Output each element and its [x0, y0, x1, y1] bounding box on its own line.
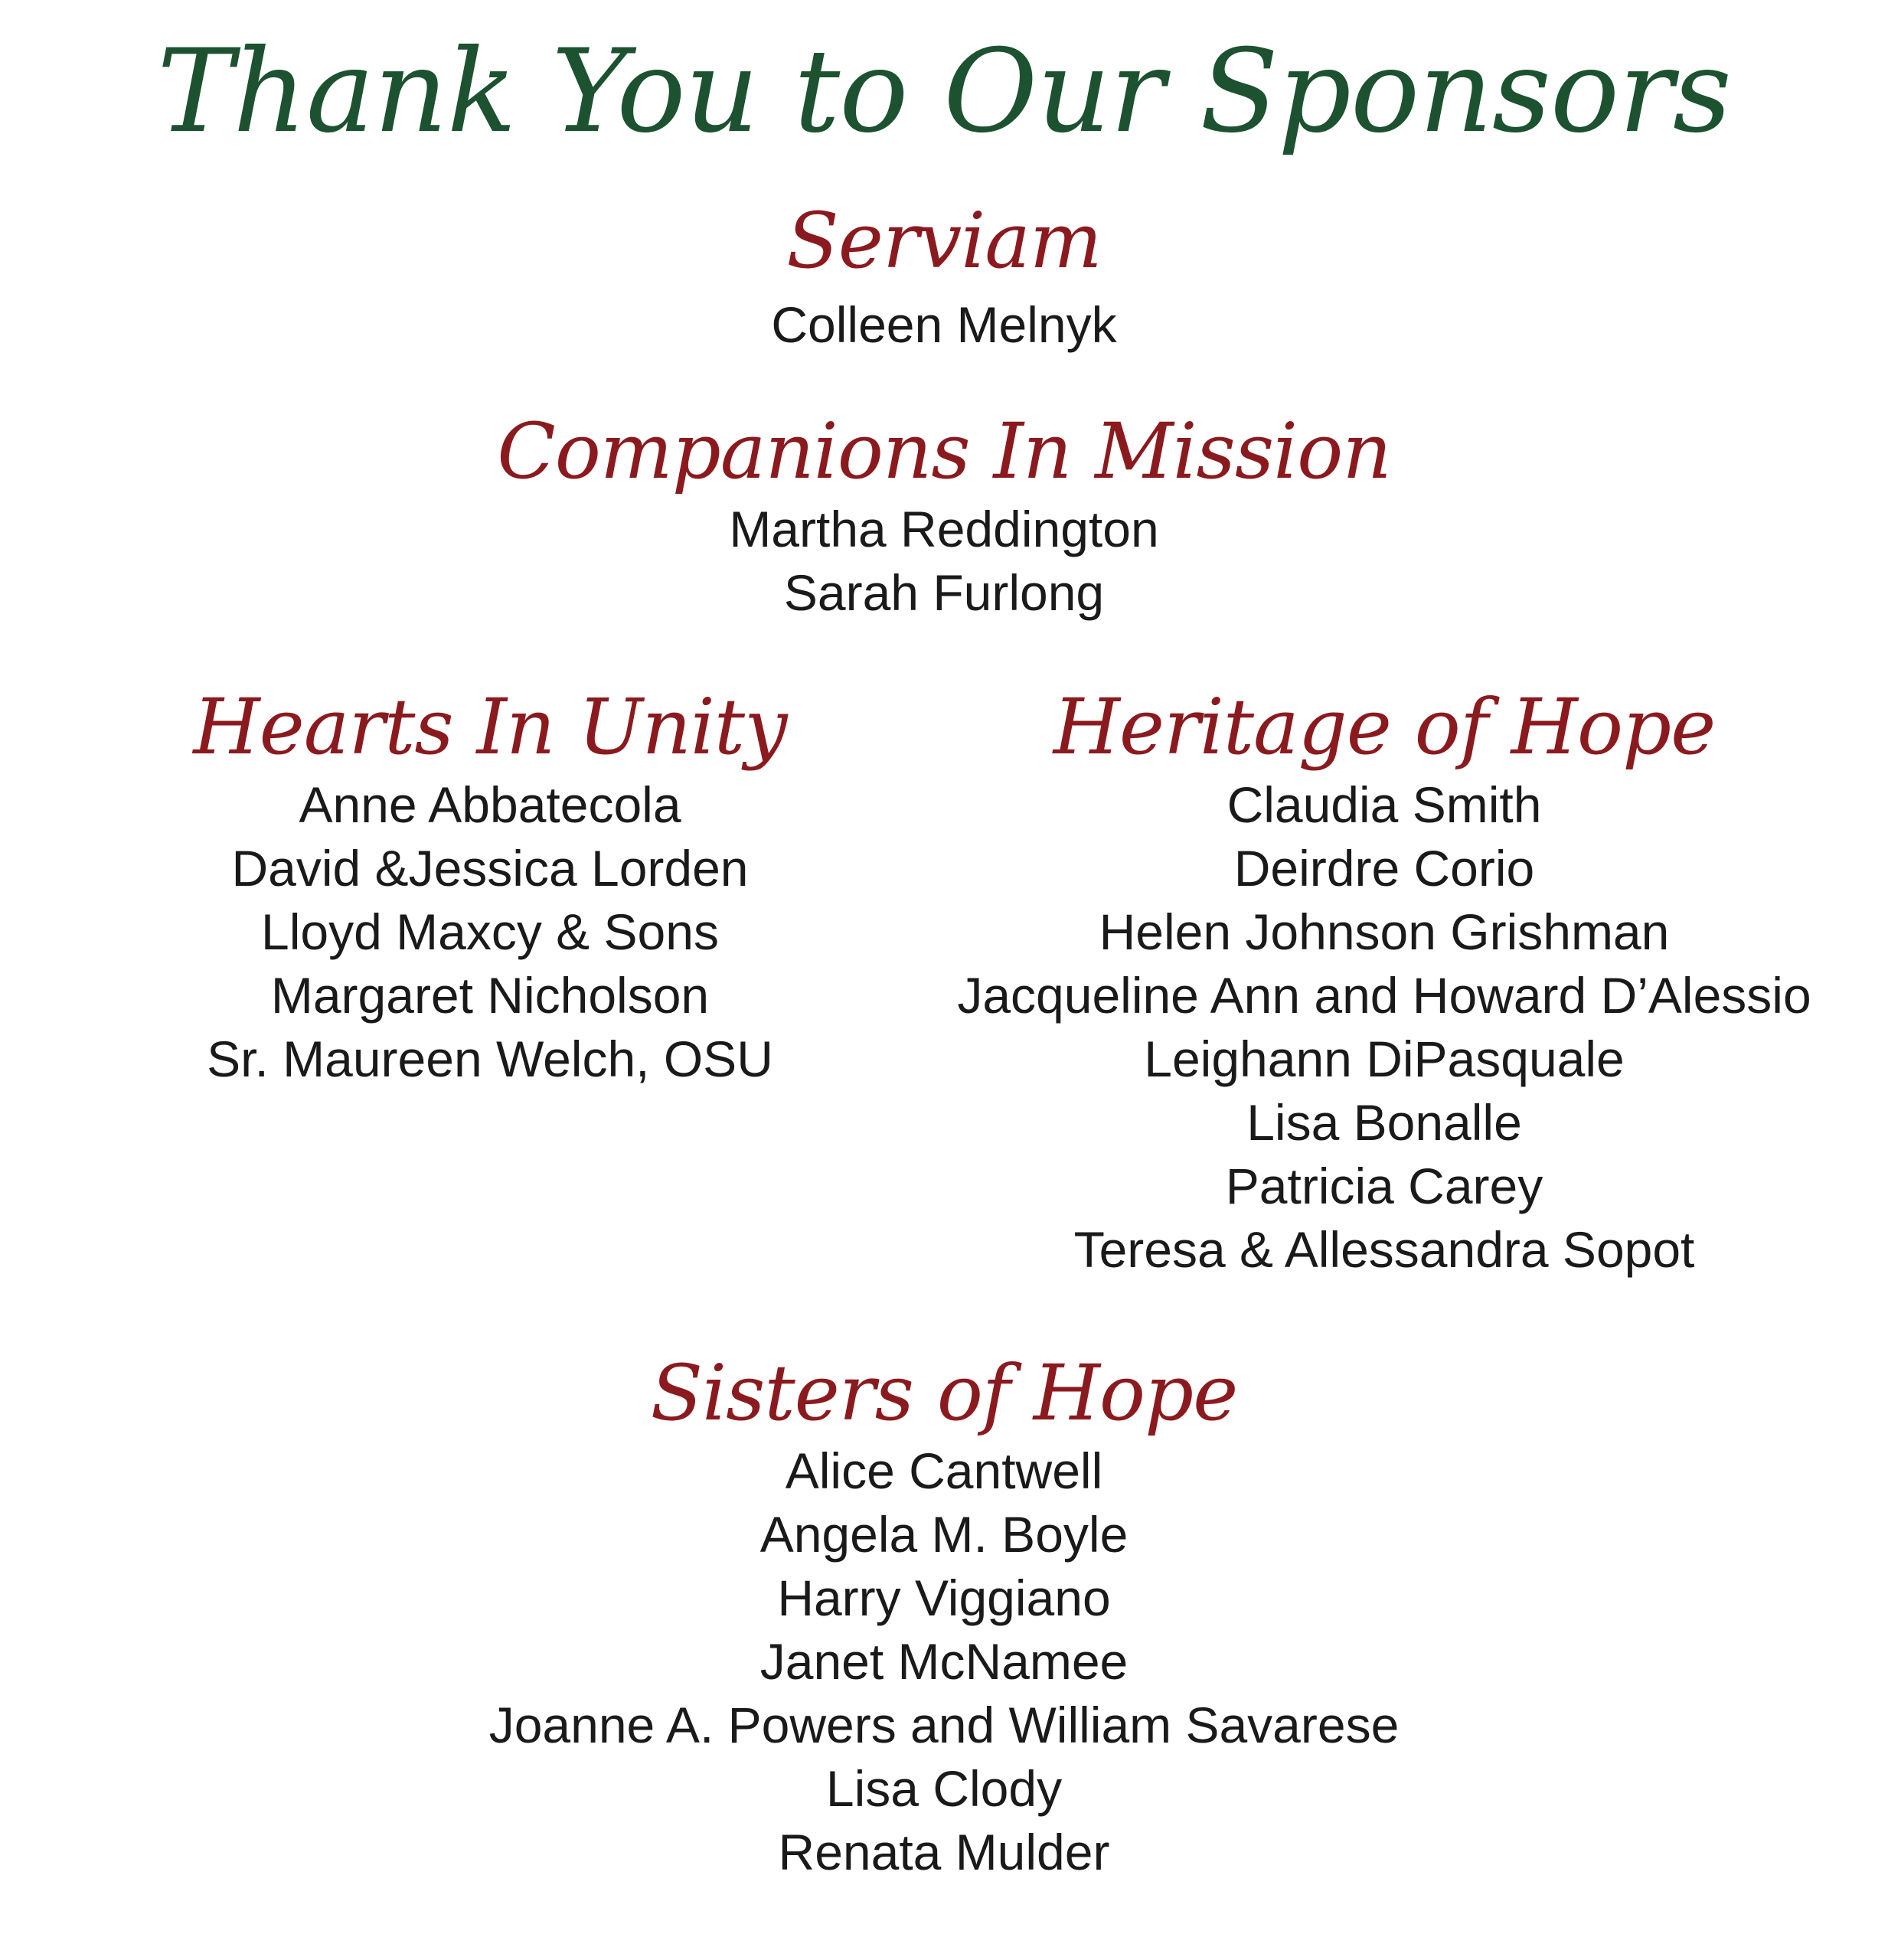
sponsor-name: Lisa Bonalle: [1246, 1094, 1522, 1151]
section-heading: Heritage of Hope: [1053, 682, 1716, 772]
sponsor-name: Teresa & Allessandra Sopot: [1073, 1221, 1695, 1278]
sponsor-name: Renata Mulder: [778, 1824, 1110, 1880]
sponsor-name: Helen Johnson Grishman: [1099, 903, 1670, 960]
page-title: Thank You to Our Sponsors: [157, 25, 1731, 158]
sponsor-name: Colleen Melnyk: [771, 296, 1117, 353]
sponsor-section-serviam: [0, 195, 1888, 357]
sponsor-name: Lloyd Maxcy & Sons: [261, 903, 719, 960]
sponsor-list: [880, 773, 1888, 1282]
sponsor-name: David &Jessica Lorden: [231, 840, 749, 897]
sponsor-name: Margaret Nicholson: [270, 967, 710, 1024]
sponsor-section-heritage-of-hope: [880, 681, 1888, 1282]
sponsor-list: [0, 498, 1888, 625]
sponsor-section-sisters-of-hope: [0, 1348, 1888, 1884]
section-heading: Serviam: [786, 196, 1102, 286]
sponsor-name: Claudia Smith: [1227, 776, 1542, 833]
sponsor-name: Sr. Maureen Welch, OSU: [207, 1031, 773, 1087]
sponsor-name: Patricia Carey: [1225, 1158, 1543, 1214]
sponsor-name: Janet McNamee: [759, 1633, 1129, 1690]
sponsor-section-hearts-in-unity: [107, 681, 873, 1091]
sponsor-name: Alice Cantwell: [785, 1442, 1103, 1499]
sponsor-name: Jacqueline Ann and Howard D’Alessio: [957, 967, 1811, 1024]
sponsor-name: Joanne A. Powers and William Savarese: [488, 1697, 1400, 1753]
sponsor-name: Sarah Furlong: [783, 564, 1105, 621]
sponsor-name: Lisa Clody: [825, 1760, 1063, 1817]
sponsor-name: Martha Reddington: [729, 501, 1159, 557]
sponsor-name: Anne Abbatecola: [299, 776, 681, 833]
sponsor-name: Angela M. Boyle: [759, 1506, 1129, 1563]
sponsor-list: [0, 293, 1888, 357]
section-heading: Hearts In Unity: [193, 682, 787, 772]
section-heading: Sisters of Hope: [650, 1348, 1238, 1438]
sponsor-list: [107, 773, 873, 1091]
sponsor-name: Leighann DiPasquale: [1144, 1031, 1625, 1087]
sponsor-name: Harry Viggiano: [777, 1570, 1111, 1626]
sponsor-name: Deirdre Corio: [1233, 840, 1535, 897]
section-heading: Companions In Mission: [497, 407, 1391, 496]
sponsor-list: [0, 1439, 1888, 1884]
sponsor-section-companions-in-mission: [0, 406, 1888, 625]
